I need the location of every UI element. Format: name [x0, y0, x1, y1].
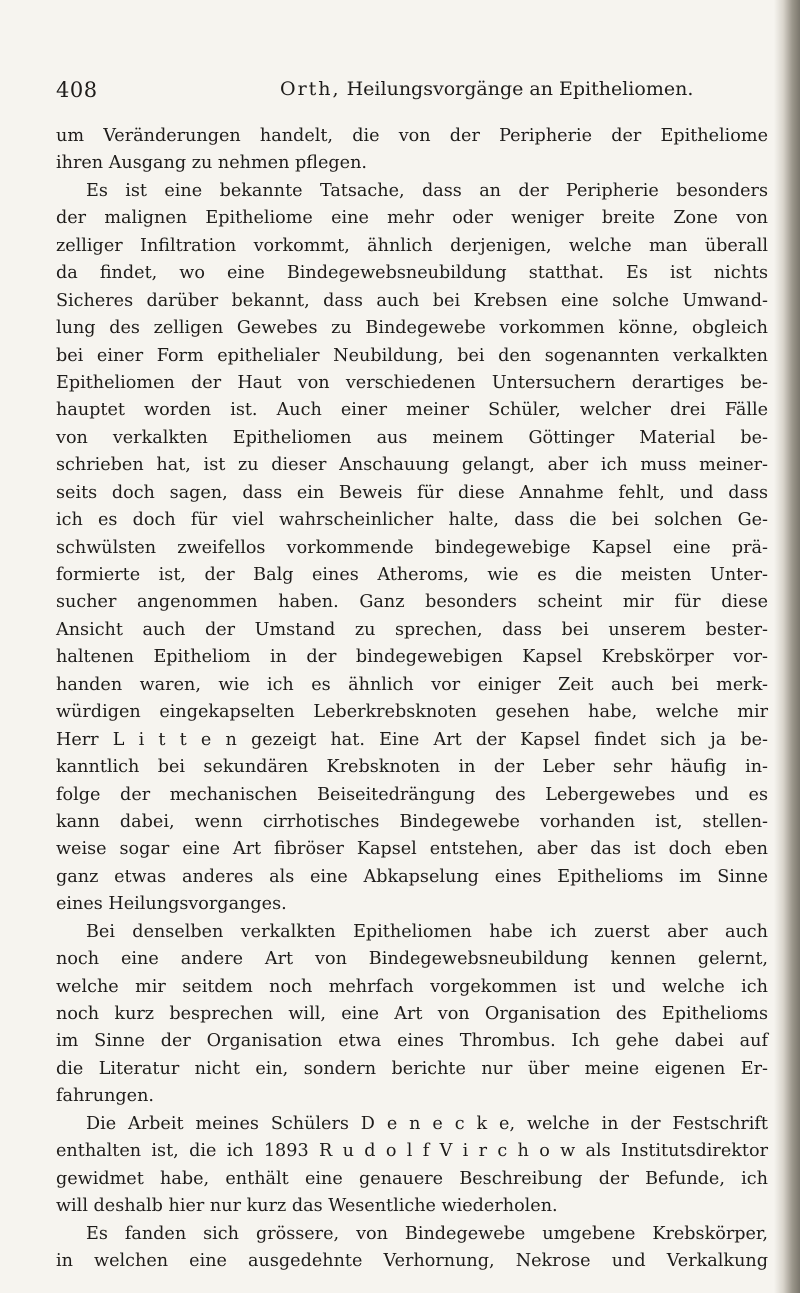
text-line: enthalten ist, die ich 1893 R u d o l f V i r c h o w als Institutsdirektor — [56, 1141, 768, 1162]
text-line: sucher angenommen haben. Ganz besonders scheint mir für diese — [56, 592, 768, 613]
text-line: der malignen Epitheliome eine mehr oder weniger breite Zone von — [56, 208, 768, 229]
text-line: von verkalkten Epitheliomen aus meinem Göttinger Material be- — [56, 427, 768, 448]
text-line: im Sinne der Organisation etwa eines Thrombus. Ich gehe dabei auf — [56, 1031, 768, 1052]
text-line: welche mir seitdem noch mehrfach vorgekommen ist und welche ich — [56, 976, 768, 997]
text-line: noch kurz besprechen will, eine Art von Organisation des Epithelioms — [56, 1004, 768, 1024]
page-binding-edge — [774, 0, 800, 1293]
text-line: weise sogar eine Art fibröser Kapsel entstehen, aber das ist doch eben — [56, 839, 768, 860]
text-line: ihren Ausgang zu nehmen pflegen. — [56, 153, 368, 174]
running-title — [280, 78, 693, 100]
text-line: ganz etwas anderes als eine Abkapselung eines Epithelioms im Sinne — [56, 866, 768, 887]
text-line: seits doch sagen, dass ein Beweis für diese Annahme fehlt, und dass — [56, 482, 768, 503]
text-line: will deshalb hier nur kurz das Wesentliche wiederholen. — [56, 1196, 558, 1217]
text-line: bei einer Form epithelialer Neubildung, bei den sogenannten verkalkten — [56, 345, 768, 366]
text-line: haltenen Epitheliom in der bindegewebigen Kapsel Krebskörper vor- — [56, 647, 768, 668]
text-line: folge der mechanischen Beiseitedrängung des Lebergewebes und es — [56, 784, 768, 805]
text-line: Sicheres darüber bekannt, dass auch bei Krebsen eine solche Umwand- — [56, 290, 768, 311]
text-line: schrieben hat, ist zu dieser Anschauung gelangt, aber ich muss meiner- — [56, 455, 768, 476]
page-header — [56, 78, 756, 108]
text-line: Es fanden sich grössere, von Bindegewebe umgebene Krebskörper, — [86, 1223, 768, 1244]
text-line: formierte ist, der Balg eines Atheroms, wie es die meisten Unter- — [56, 565, 768, 585]
text-line: würdigen eingekapselten Leberkrebsknoten gesehen habe, welche mir — [56, 702, 768, 723]
text-line: in welchen eine ausgedehnte Verhornung, Nekrose und Verkalkung — [56, 1250, 768, 1271]
text-line: kanntlich bei sekundären Krebsknoten in der Leber sehr häufig in- — [56, 757, 768, 778]
text-line: gewidmet habe, enthält eine genauere Beschreibung der Befunde, ich — [56, 1168, 768, 1189]
text-line: noch eine andere Art von Bindegewebsneubildung kennen gelernt, — [56, 949, 768, 970]
text-line: Ansicht auch der Umstand zu sprechen, dass bei unserem bester- — [56, 619, 768, 640]
running-title-text: Heilungsvorgänge an Epitheliomen. — [340, 78, 694, 100]
text-line: Die Arbeit meines Schülers D e n e c k e, welche in der Festschrift — [86, 1113, 768, 1134]
text-line: lung des zelligen Gewebes zu Bindegewebe vorkommen könne, obgleich — [56, 318, 768, 339]
text-line: Epitheliomen der Haut von verschiedenen Untersuchern derartiges be- — [56, 372, 768, 393]
text-line: um Veränderungen handelt, die von der Peripherie der Epitheliome — [56, 126, 768, 146]
text-line: hauptet worden ist. Auch einer meiner Schüler, welcher drei Fälle — [56, 400, 768, 421]
text-line: da findet, wo eine Bindegewebsneubildung statthat. Es ist nichts — [56, 263, 768, 284]
text-line: fahrungen. — [56, 1086, 155, 1107]
running-title-author: Orth, — [280, 78, 341, 100]
text-line: ich es doch für viel wahrscheinlicher halte, dass die bei solchen Ge- — [56, 510, 768, 531]
text-line: kann dabei, wenn cirrhotisches Bindegewebe vorhanden ist, stellen- — [56, 811, 768, 832]
body-text — [56, 123, 768, 1275]
text-line: Es ist eine bekannte Tatsache, dass an der Peripherie besonders — [86, 180, 768, 201]
text-line: eines Heilungsvorganges. — [56, 894, 287, 915]
text-line: handen waren, wie ich es ähnlich vor einiger Zeit auch bei merk- — [56, 674, 768, 695]
text-line: die Literatur nicht ein, sondern berichte nur über meine eigenen Er- — [56, 1058, 768, 1079]
text-line: Bei denselben verkalkten Epitheliomen habe ich zuerst aber auch — [86, 921, 768, 942]
text-line: Herr L i t t e n gezeigt hat. Eine Art der Kapsel findet sich ja be- — [56, 729, 768, 750]
text-line: zelliger Infiltration vorkommt, ähnlich derjenigen, welche man überall — [56, 235, 768, 256]
page-number: 408 — [56, 78, 98, 102]
text-line: schwülsten zweifellos vorkommende bindegewebige Kapsel eine prä- — [56, 537, 768, 558]
